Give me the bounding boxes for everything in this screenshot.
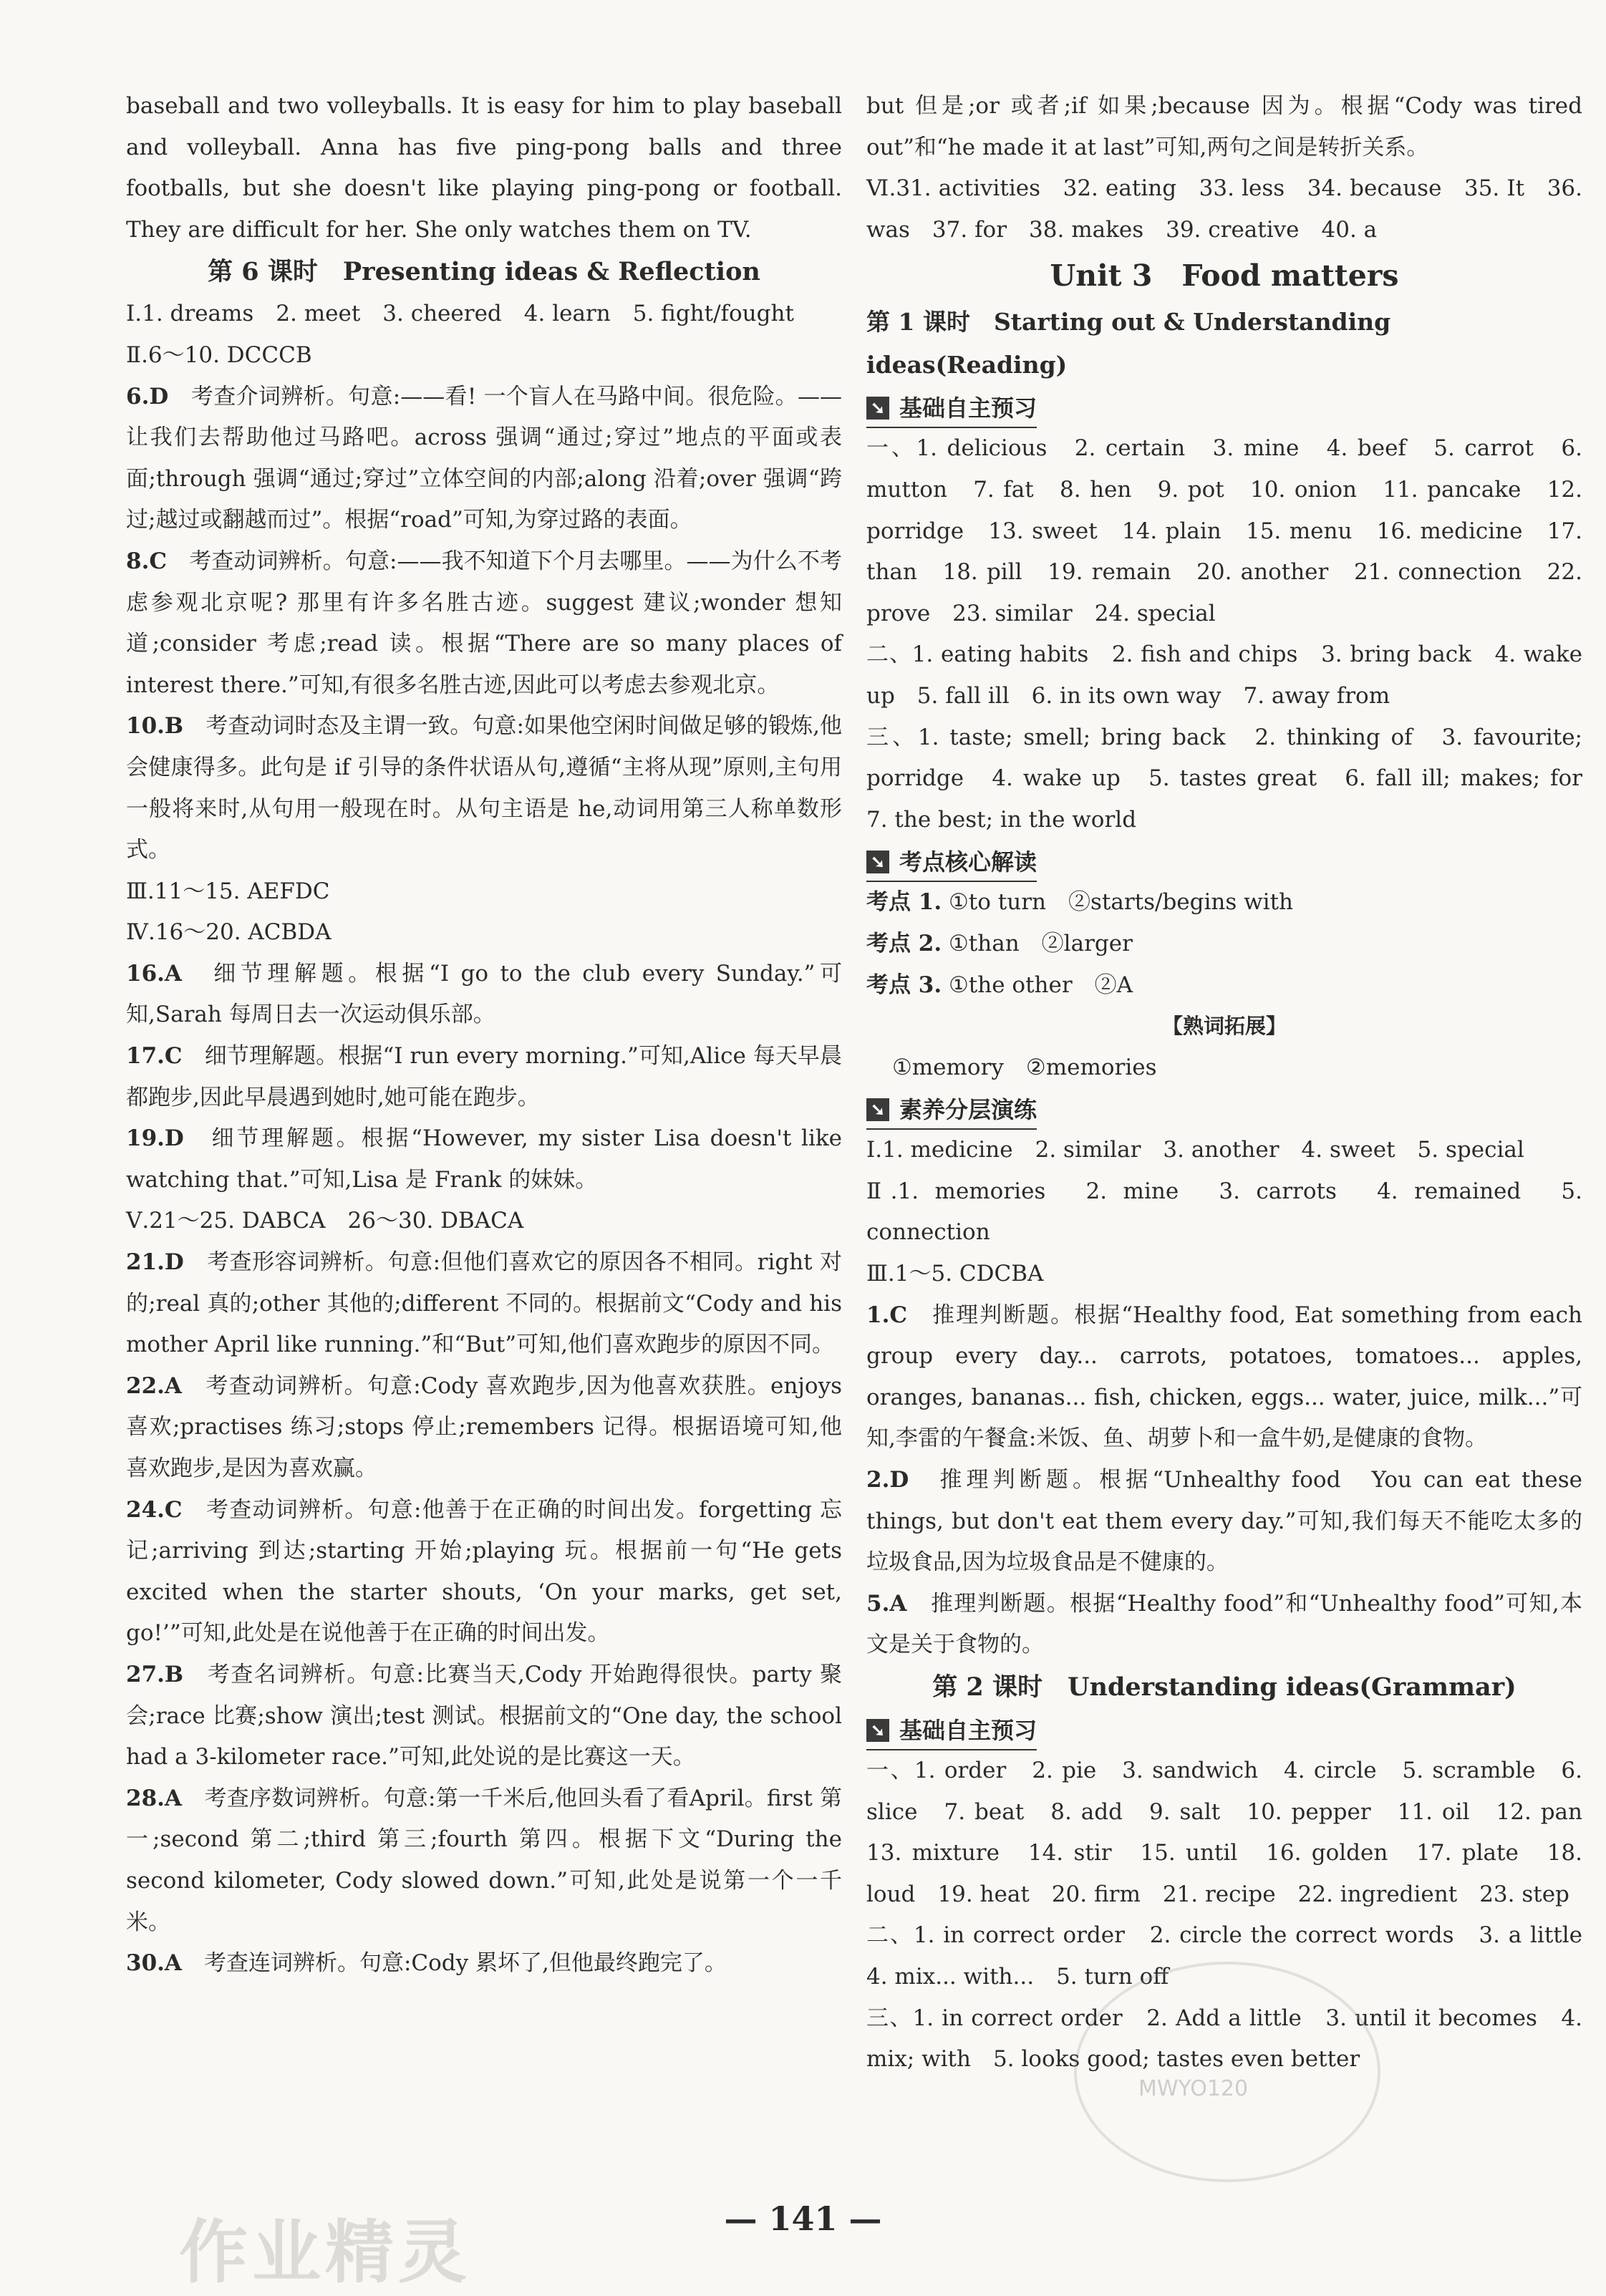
key-point-2 xyxy=(866,924,1582,965)
vocab-list-1: 一、1. delicious 2. certain 3. mine 4. beef 5. carrot 6. mutton 7. fat 8. hen 9. pot 10. onion 11. pancake 12. porridge 13. sweet 14. plain 15. menu 16. medicine 17. than 18. pill 19. remain 20. another 21. connection 22. prove 23. similar 24. special xyxy=(866,435,1582,626)
q-number: 16.A xyxy=(126,960,182,987)
practice-III: Ⅲ.1～5. CDCBA xyxy=(866,1261,1044,1287)
q-text: 推理判断题。根据“Healthy food, Eat something from each group every day... carrots, potatoes, tomatoes... apples, oranges, bananas... fish, chicken, eggs... water, juice, milk...”可知,李雷的午餐盒:米饭、鱼、胡萝卜和一盒牛奶,是健康的食物。 xyxy=(866,1302,1582,1452)
explanation-21 xyxy=(126,1242,842,1366)
q-number: 24.C xyxy=(126,1496,183,1523)
explanation-16 xyxy=(126,954,842,1036)
arrow-icon: ➘ xyxy=(866,851,889,873)
answer-I: Ⅰ.1. dreams 2. meet 3. cheered 4. learn 5. fight/fought xyxy=(126,301,794,327)
practice-I: Ⅰ.1. medicine 2. similar 3. another 4. sweet 5. special xyxy=(866,1137,1524,1163)
answer-VI: Ⅵ.31. activities 32. eating 33. less 34. because 35. It 36. was 37. for 38. makes 39. creative 40. a xyxy=(866,175,1582,243)
explanation-22 xyxy=(126,1366,842,1490)
extension-answers: ①memory ②memories xyxy=(892,1054,1157,1080)
key-point-answer: ①to turn ②starts/begins with xyxy=(949,889,1294,916)
explanation-10 xyxy=(126,706,842,871)
q-text: 考查动词时态及主谓一致。句意:如果他空闲时间做足够的锻炼,他会健康得多。此句是 if 引导的条件状语从句,遵循“主将从现”原则,主句用一般将来时,从句用一般现在时。从句主语是 he,动词用第三人称单数形式。 xyxy=(126,713,843,863)
q-text: 考查形容词辨析。句意:但他们喜欢它的原因各不相同。right 对的;real 真的;other 其他的;different 不同的。根据前文“Cody and his mother April like running.”和“But”可知,他们喜欢跑步的原因不同。 xyxy=(126,1249,843,1358)
answer-II: Ⅱ.6～10. DCCCB xyxy=(126,342,312,368)
q-text: 推理判断题。根据“Healthy food”和“Unhealthy food”可知,本文是关于食物的。 xyxy=(866,1590,1582,1658)
phrase-list-1: 二、1. eating habits 2. fish and chips 3. bring back 4. wake up 5. fall ill 6. in its own way 7. away from xyxy=(866,641,1582,709)
q-text: 考查序数词辨析。句意:第一千米后,他回头看了看April。first 第一;second 第二;third 第三;fourth 第四。根据下文“During the second kilometer, Cody slowed down.”可知,此处是说第一个一千米。 xyxy=(126,1785,842,1935)
q-text: 细节理解题。根据“I run every morning.”可知,Alice 每天早晨都跑步,因此早晨遇到她时,她可能在跑步。 xyxy=(126,1043,842,1110)
key-point-3 xyxy=(866,965,1582,1007)
q-number: 30.A xyxy=(126,1950,182,1977)
vocab-list-2: 一、1. order 2. pie 3. sandwich 4. circle 5. scramble 6. slice 7. beat 8. add 9. salt 10. pepper 11. oil 12. pan 13. mixture 14. stir 15. until 16. golden 17. plate 18. loud 19. heat 20. firm 21. recipe 22. ingredient 23. step xyxy=(866,1758,1605,1907)
left-column xyxy=(126,86,842,1985)
section-practice xyxy=(866,1091,1037,1130)
lesson2-title: 第 2 课时 Understanding ideas(Grammar) xyxy=(932,1672,1516,1702)
section-basic-preview-2 xyxy=(866,1712,1037,1750)
stamp-watermark xyxy=(1074,1962,1380,2182)
q-text: 考查动词辨析。句意:——我不知道下个月去哪里。——为什么不考虑参观北京呢? 那里有许多名胜古迹。suggest 建议;wonder 想知道;consider 考虑;read 读。根据“There are so many places of interest there.”可知,有很多名胜古迹,因此可以考虑去参观北京。 xyxy=(126,548,842,698)
q-number: 21.D xyxy=(126,1249,184,1276)
reading-explanation-2 xyxy=(866,1460,1582,1584)
q-text: 考查名词辨析。句意:比赛当天,Cody 开始跑得很快。party 聚会;race 比赛;show 演出;test 测试。根据前文的“One day, the school had a 3-kilometer race.”可知,此处说的是比赛这一天。 xyxy=(126,1661,842,1771)
practice-II: Ⅱ.1. memories 2. mine 3. carrots 4. remained 5. connection xyxy=(866,1178,1582,1246)
q-number: 19.D xyxy=(126,1125,184,1152)
key-point-label: 考点 2. xyxy=(866,930,942,956)
lesson1-title: 第 1 课时 Starting out & Understanding ideas(Reading) xyxy=(866,308,1391,379)
explanation-28 xyxy=(126,1778,842,1943)
q-text: 推理判断题。根据“Unhealthy food You can eat these things, but don't eat them every day.”可知,我们每天不能吃太多的垃圾食品,因为垃圾食品是不健康的。 xyxy=(866,1467,1582,1576)
section-basic-preview xyxy=(866,389,1037,428)
arrow-icon: ➘ xyxy=(866,1719,889,1742)
q-number: 27.B xyxy=(126,1661,184,1687)
sentence-list-1: 三、1. taste; smell; bring back 2. thinking of 3. favourite; porridge 4. wake up 5. tastes great 6. fall ill; makes; for 7. the best; in the world xyxy=(866,724,1605,833)
section-title: 素养分层演练 xyxy=(899,1096,1037,1124)
extension-title: 【熟词拓展】 xyxy=(1161,1014,1287,1039)
key-point-answer: ①the other ②A xyxy=(949,972,1133,998)
q-text: 细节理解题。根据“However, my sister Lisa doesn't like watching that.”可知,Lisa 是 Frank 的妹妹。 xyxy=(126,1125,842,1193)
answer-III: Ⅲ.11～15. AEFDC xyxy=(126,878,330,904)
explanation-27 xyxy=(126,1655,842,1778)
q-number: 8.C xyxy=(126,548,168,574)
stamp-code: MWYO120 xyxy=(1138,2076,1249,2101)
section-title: 考点核心解读 xyxy=(899,848,1037,876)
explanation-6 xyxy=(126,377,842,541)
q-number: 10.B xyxy=(126,713,184,740)
key-point-label: 考点 3. xyxy=(866,972,942,998)
right-column xyxy=(866,86,1605,2081)
q-number: 6.D xyxy=(126,383,169,410)
q-text: 考查动词辨析。句意:Cody 喜欢跑步,因为他喜欢获胜。enjoys 喜欢;practises 练习;stops 停止;remembers 记得。根据语境可知,他喜欢跑步,是因为喜欢赢。 xyxy=(126,1372,843,1481)
section-title: 基础自主预习 xyxy=(899,1717,1037,1744)
key-point-answer: ①than ②larger xyxy=(949,930,1133,956)
q-text: 细节理解题。根据“I go to the club every Sunday.”可知,Sarah 每周日去一次运动俱乐部。 xyxy=(126,960,842,1028)
q-number: 1.C xyxy=(866,1302,908,1328)
q-number: 5.A xyxy=(866,1590,907,1617)
intro-paragraph: baseball and two volleyballs. It is easy for him to play baseball and volleyball. Anna has five ping-pong balls and three footballs, but she doesn't like playing ping-pong or football. They are difficult for her. She only watches them on TV. xyxy=(126,93,842,243)
answer-IV: Ⅳ.16～20. ACBDA xyxy=(126,919,332,946)
explanation-8 xyxy=(126,541,842,706)
explanation-30 xyxy=(126,1943,842,1985)
watermark-text: 作业精灵 xyxy=(179,2212,471,2292)
q-number: 2.D xyxy=(866,1467,909,1493)
sentence-list-2: 三、1. in correct order 2. Add a little 3. until it becomes 4. mix; with 5. looks good; tastes even better xyxy=(866,2005,1582,2073)
reading-explanation-1 xyxy=(866,1295,1582,1460)
q-number: 22.A xyxy=(126,1372,182,1399)
unit-title: Unit 3 Food matters xyxy=(1050,258,1399,294)
arrow-icon: ➘ xyxy=(866,1098,889,1121)
answer-V: Ⅴ.21～25. DABCA 26～30. DBACA xyxy=(126,1208,524,1234)
section-core-points xyxy=(866,843,1037,882)
continued-explanation-30: but 但是;or 或者;if 如果;because 因为。根据“Cody was tired out”和“he made it at last”可知,两句之间是转折关系。 xyxy=(866,93,1582,160)
q-text: 考查介词辨析。句意:——看! 一个盲人在马路中间。很危险。——让我们去帮助他过马路吧。across 强调“通过;穿过”地点的平面或表面;through 强调“通过;穿过”立体空间的内部;along 沿着;over 强调“跨过;越过或翻越而过”。根据“road”可知,为穿过路的表面。 xyxy=(126,383,843,533)
key-point-1 xyxy=(866,882,1582,924)
phrase-list-2: 二、1. in correct order 2. circle the correct words 3. a little 4. mix... with... 5. turn off xyxy=(866,1922,1605,1990)
explanation-24 xyxy=(126,1490,842,1655)
page-number: — 141 — xyxy=(724,2199,882,2238)
section-title: 基础自主预习 xyxy=(899,394,1037,422)
explanation-19 xyxy=(126,1118,842,1201)
q-number: 28.A xyxy=(126,1785,182,1811)
q-text: 考查动词辨析。句意:他善于在正确的时间出发。forgetting 忘记;arriving 到达;starting 开始;playing 玩。根据前一句“He gets excited when the starter shouts, ‘On your marks, get set, go!’”可知,此处是在说他善于在正确的时间出发。 xyxy=(126,1496,843,1647)
q-number: 17.C xyxy=(126,1043,183,1070)
reading-explanation-5 xyxy=(866,1584,1582,1666)
lesson6-title: 第 6 课时 Presenting ideas & Reflection xyxy=(208,257,760,287)
arrow-icon: ➘ xyxy=(866,397,889,420)
explanation-17 xyxy=(126,1036,842,1118)
q-text: 考查连词辨析。句意:Cody 累坏了,但他最终跑完了。 xyxy=(203,1950,727,1977)
key-point-label: 考点 1. xyxy=(866,889,942,916)
